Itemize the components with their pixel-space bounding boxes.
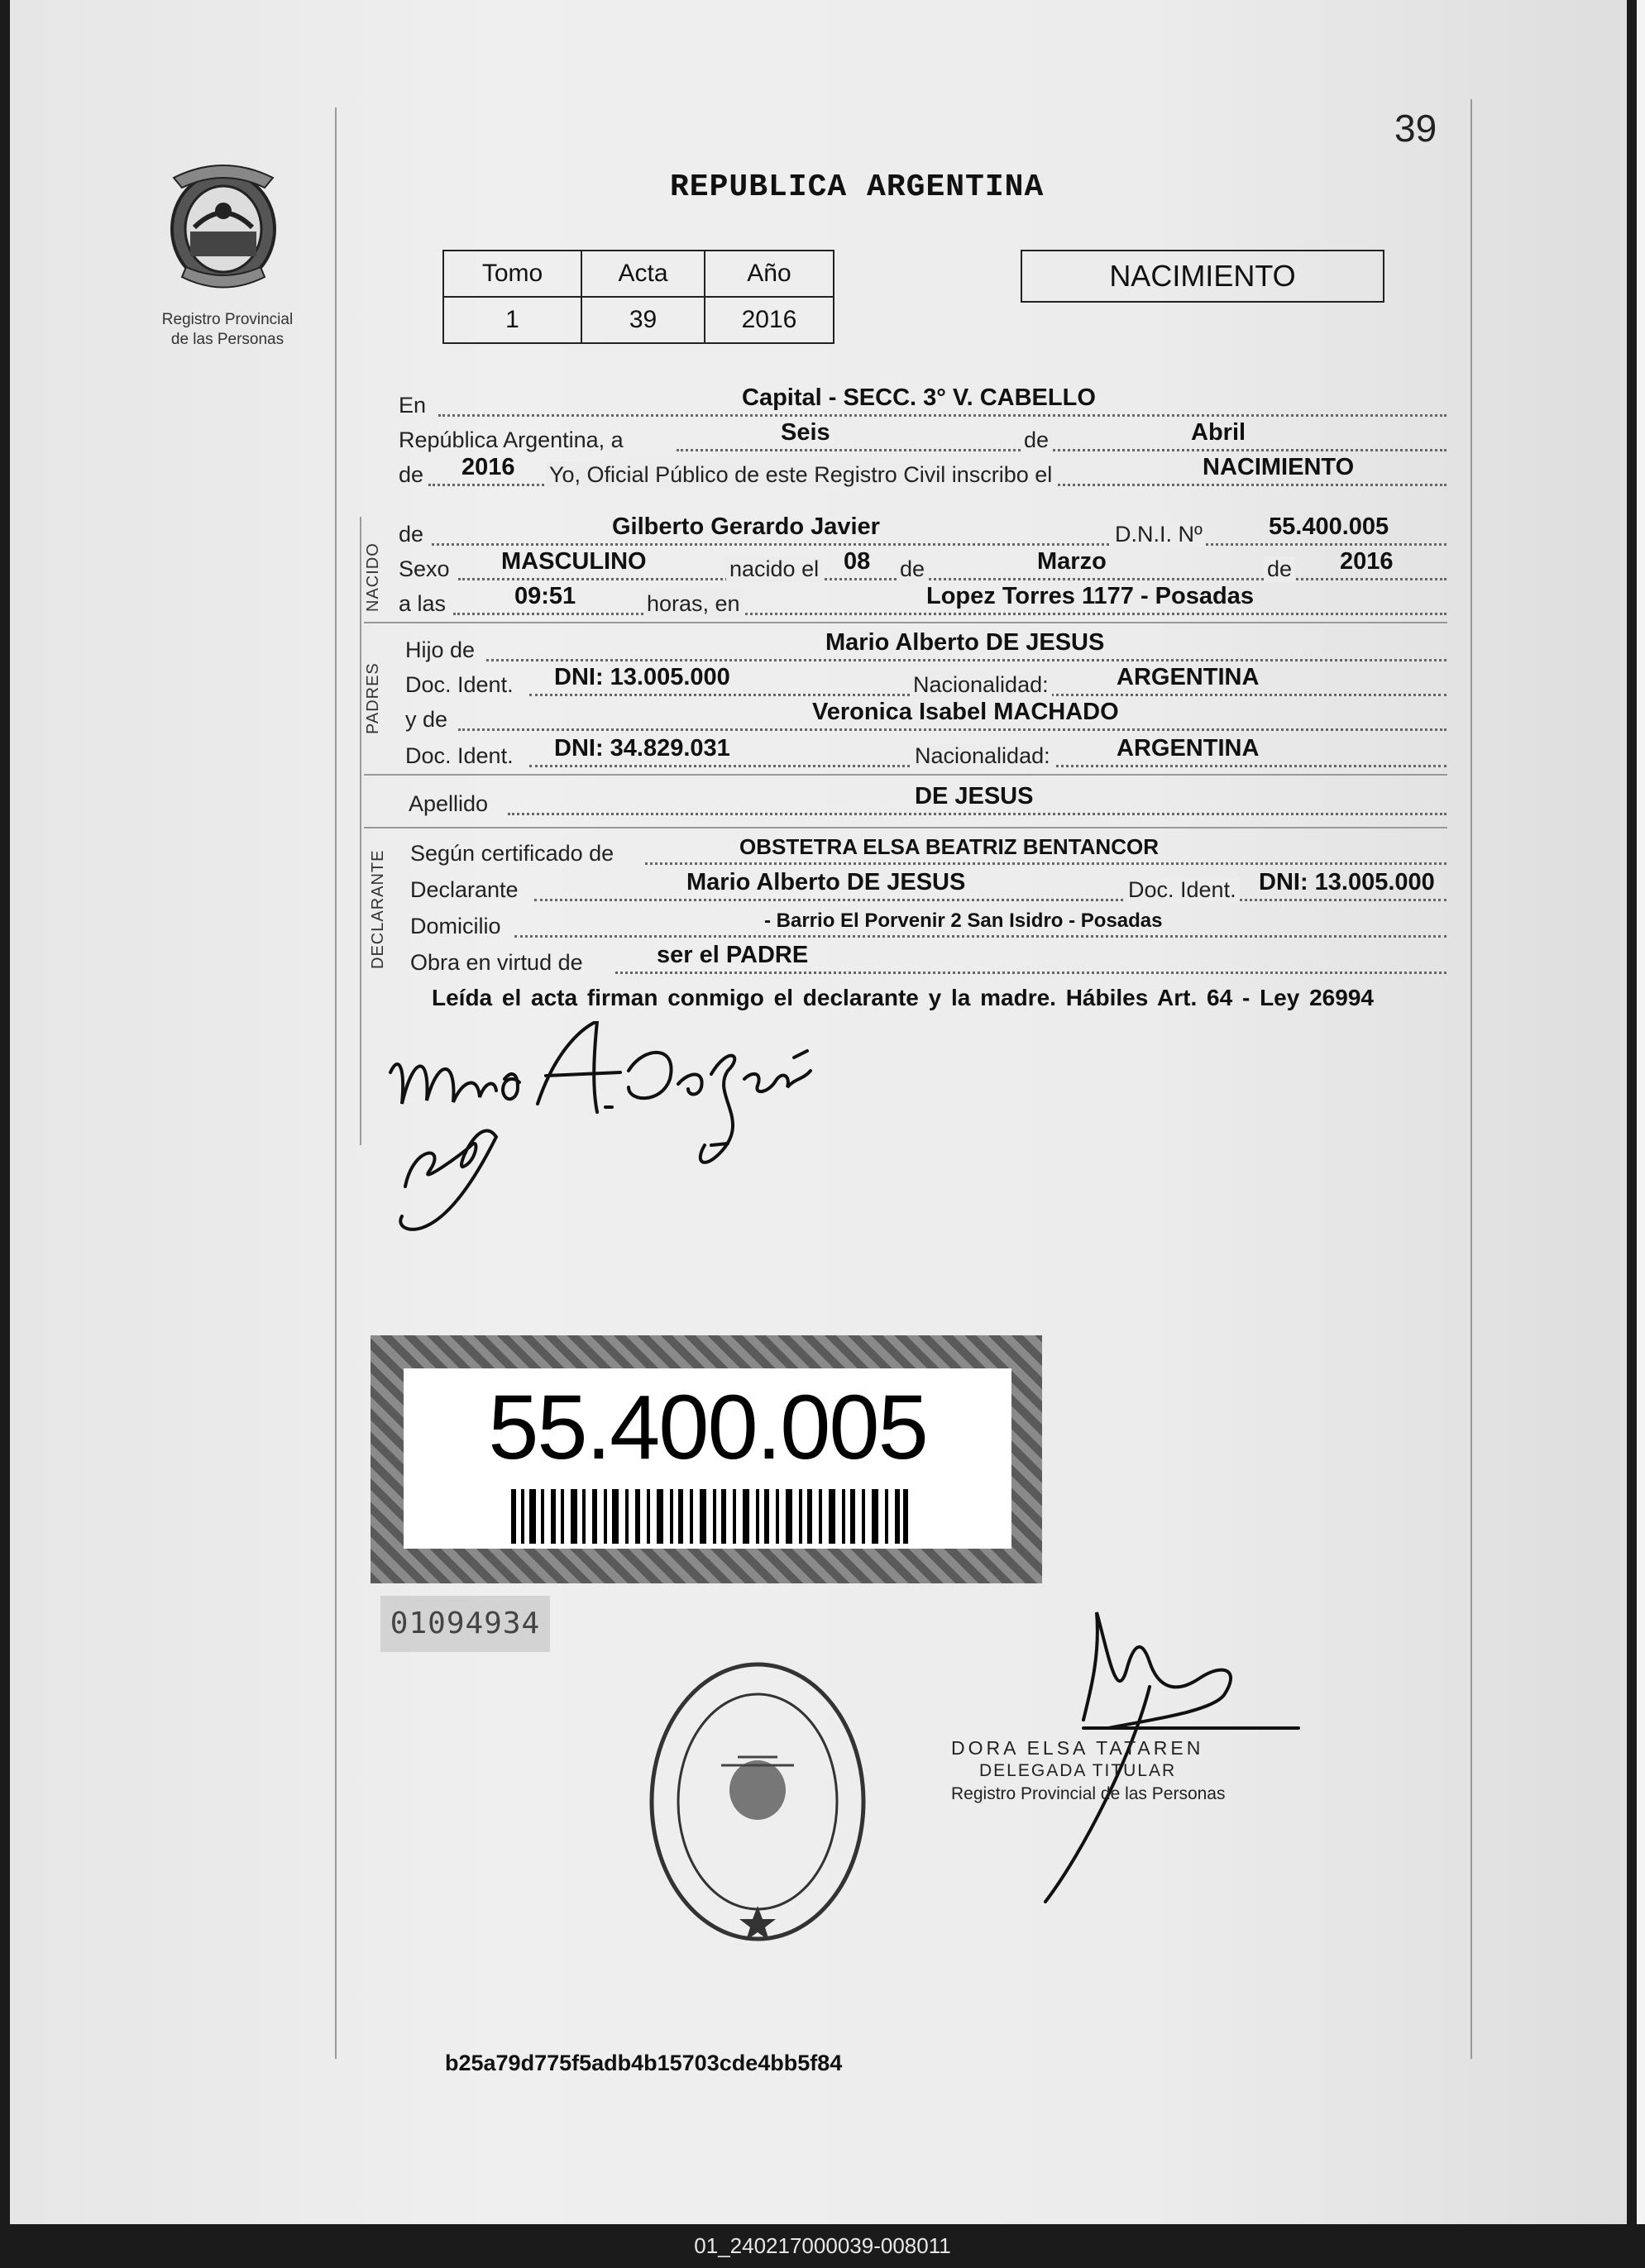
- declarante-doc-label: Doc. Ident.: [1125, 877, 1240, 903]
- apellido-label: Apellido: [409, 791, 489, 816]
- nacido-el-label: nacido el: [726, 556, 822, 582]
- row-sex-birth: [399, 549, 1447, 584]
- separator-nacido: [364, 622, 1447, 623]
- page-edge: [1637, 0, 1645, 2224]
- birth-day-value: 08: [844, 548, 871, 575]
- declarante-label: Declarante: [410, 877, 519, 902]
- mother-doc-label: Doc. Ident.: [405, 743, 514, 768]
- row-mother-doc: [405, 736, 1447, 771]
- address-value: Lopez Torres 1177 - Posadas: [926, 583, 1254, 609]
- y-de-label: y de: [405, 707, 448, 732]
- declarante-side-label: DECLARANTE: [369, 849, 387, 969]
- de-name-label: de: [399, 522, 424, 547]
- scan-footer-id: 01_240217000039-008011: [0, 2224, 1645, 2268]
- nacido-side-label: NACIDO: [364, 542, 382, 612]
- document-type-box: NACIMIENTO: [1021, 250, 1384, 303]
- inner-left-line: [360, 517, 361, 1145]
- country-title: REPUBLICA ARGENTINA: [670, 170, 1045, 205]
- horas-label: horas, en: [643, 591, 744, 617]
- document-hash: b25a79d775f5adb4b15703cde4bb5f84: [445, 2051, 843, 2075]
- province-coat-of-arms-logo: [157, 153, 289, 298]
- sexo-value: MASCULINO: [501, 548, 647, 575]
- yo-text: Yo, Oficial Público de este Registro Civil inscribo el: [546, 462, 1055, 488]
- dni-label: D.N.I. Nº: [1112, 522, 1206, 547]
- declarante-doc-value: DNI: 13.005.000: [1259, 869, 1435, 895]
- row-hour-address: [399, 584, 1447, 618]
- separator-apellido: [364, 827, 1447, 828]
- serial-number: 01094934: [380, 1596, 550, 1652]
- separator-padres: [364, 774, 1447, 776]
- sticker-id-number: 55.400.005: [488, 1377, 927, 1478]
- declarant-signature: [380, 1021, 893, 1269]
- birth-year-value: 2016: [1340, 548, 1394, 575]
- month-value: Abril: [1191, 419, 1246, 446]
- official-role: DELEGADA TITULAR: [979, 1761, 1177, 1780]
- registry-caption: [132, 310, 323, 350]
- row-apellido: [409, 784, 1447, 819]
- padres-side-label: PADRES: [364, 662, 382, 734]
- registry-caption-line1: Registro Provincial: [161, 311, 294, 328]
- anio-header: Año: [705, 251, 834, 297]
- child-name-value: Gilberto Gerardo Javier: [612, 513, 880, 540]
- obra-label: Obra en virtud de: [410, 950, 583, 975]
- father-doc-value: DNI: 13.005.000: [554, 664, 730, 690]
- father-nat-label: Nacionalidad:: [910, 672, 1052, 698]
- row-date: [399, 420, 1447, 455]
- year-value: 2016: [461, 454, 515, 480]
- row-domicilio: [410, 906, 1447, 941]
- row-mother: [405, 699, 1447, 734]
- father-doc-label: Doc. Ident.: [405, 672, 514, 697]
- row-year: [399, 455, 1447, 489]
- birth-de-label: de: [897, 556, 928, 582]
- declarante-value: Mario Alberto DE JESUS: [686, 869, 966, 895]
- acta-header: Acta: [581, 251, 705, 297]
- row-place: [399, 385, 1447, 420]
- mother-nat-value: ARGENTINA: [1117, 735, 1260, 762]
- hijo-de-label: Hijo de: [405, 637, 476, 662]
- day-value: Seis: [781, 419, 830, 446]
- tomo-value: 1: [443, 297, 581, 343]
- inscribe-type-value: NACIMIENTO: [1203, 454, 1355, 480]
- sexo-label: Sexo: [399, 556, 450, 581]
- father-name-value: Mario Alberto DE JESUS: [825, 629, 1105, 656]
- official-name: DORA ELSA TATAREN: [951, 1737, 1204, 1759]
- mother-doc-value: DNI: 34.829.031: [554, 735, 730, 762]
- row-declarante: [410, 870, 1447, 905]
- cert-label: Según certificado de: [410, 841, 614, 866]
- row-father: [405, 630, 1447, 665]
- tomo-acta-anio-table: [442, 250, 834, 344]
- row-obra: [410, 943, 1447, 977]
- left-margin-line: [335, 107, 337, 2059]
- id-number-sticker: [371, 1335, 1042, 1583]
- barcode: [511, 1489, 908, 1544]
- row-certificate: [410, 833, 1447, 868]
- en-label: En: [399, 393, 427, 418]
- hour-value: 09:51: [514, 583, 576, 609]
- de2-label: de: [399, 462, 424, 487]
- tomo-header: Tomo: [443, 251, 581, 297]
- sticker-label-area: [404, 1368, 1011, 1549]
- child-dni-value: 55.400.005: [1269, 513, 1389, 540]
- obra-value: ser el PADRE: [657, 942, 809, 968]
- father-nat-value: ARGENTINA: [1117, 664, 1260, 690]
- row-child-name: [399, 514, 1447, 549]
- mother-nat-label: Nacionalidad:: [911, 743, 1054, 769]
- official-signature-block: [951, 1736, 1226, 1806]
- official-org: Registro Provincial de las Personas: [951, 1784, 1226, 1803]
- domicilio-value: - Barrio El Porvenir 2 San Isidro - Posadas: [764, 910, 1163, 932]
- anio-value: 2016: [705, 297, 834, 343]
- right-margin-line: [1470, 99, 1472, 2059]
- closing-statement: Leída el acta firman conmigo el declarante y la madre. Hábiles Art. 64 - Ley 26994: [432, 985, 1374, 1010]
- registry-caption-line2: de las Personas: [170, 331, 285, 348]
- birth-month-value: Marzo: [1037, 548, 1107, 575]
- domicilio-label: Domicilio: [410, 914, 501, 938]
- a-las-label: a las: [399, 591, 447, 616]
- place-value: Capital - SECC. 3° V. CABELLO: [742, 384, 1096, 411]
- registry-official-stamp: [647, 1658, 868, 1946]
- birth-de2-label: de: [1264, 556, 1295, 582]
- mother-name-value: Veronica Isabel MACHADO: [812, 699, 1119, 725]
- acta-value: 39: [581, 297, 705, 343]
- cert-value: OBSTETRA ELSA BEATRIZ BENTANCOR: [739, 834, 1159, 859]
- republica-label: República Argentina, a: [399, 427, 624, 452]
- apellido-value: DE JESUS: [915, 783, 1034, 809]
- de-label: de: [1021, 427, 1052, 453]
- row-father-doc: [405, 665, 1447, 699]
- page-number: 39: [1394, 107, 1437, 150]
